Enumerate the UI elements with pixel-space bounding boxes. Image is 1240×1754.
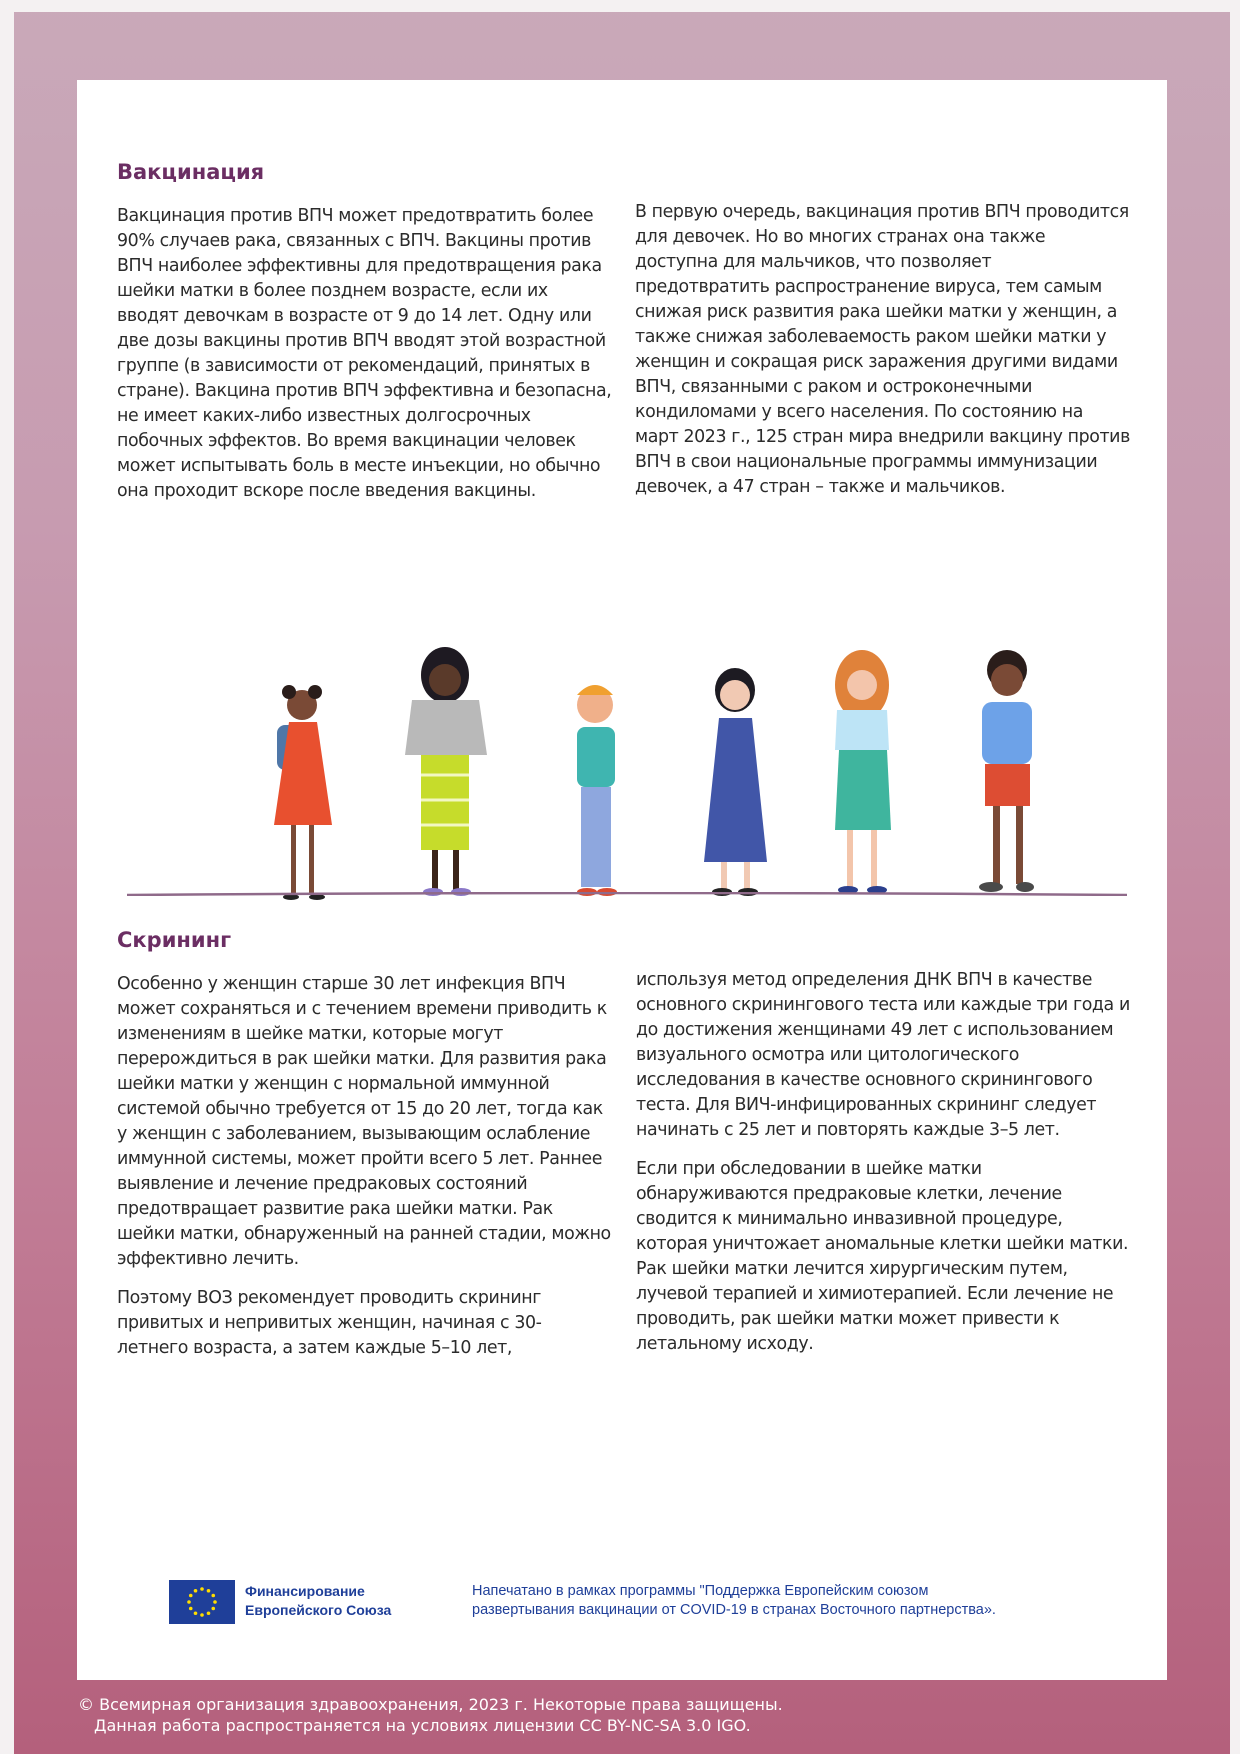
eu-star: [200, 1613, 204, 1617]
eu-star: [207, 1611, 211, 1615]
printing-note-line: Напечатано в рамках программы "Поддержка Европейским союзом: [472, 1583, 929, 1599]
screening-left-column: [117, 972, 612, 1375]
eu-flag-icon: [169, 1580, 235, 1624]
vaccination-paragraph: Вакцинация против ВПЧ может предотвратить более 90% случаев рака, связанных с ВПЧ. Вакцины против ВПЧ наиболее эффективны для предотвращения рака шейки матки в более позднем возрасте, если их вводят девочкам в возрасте от 9 до 14 лет. Одну или две дозы вакцины против ВПЧ вводят этой возрастной группе (в зависимости от рекомендаций, принятых в стране). Вакцина против ВПЧ эффективна и безопасна, не имеет каких-либо известных долгосрочных побочных эффектов. Во время вакцинации человек может испытывать боль в месте инъекции, но обычно она проходит вскоре после введения вакцины.: [117, 206, 612, 501]
eu-funding-label: [245, 1582, 391, 1620]
woman-grey-sweater-icon: [405, 647, 487, 896]
document-page: [77, 80, 1167, 1680]
scan-border-left: [0, 0, 14, 1754]
vaccination-left-column: [117, 204, 612, 518]
eu-star: [194, 1611, 198, 1615]
eu-star: [189, 1594, 193, 1598]
screening-right-column: [636, 968, 1131, 1371]
printing-note: [472, 1582, 996, 1620]
boy-teal-shirt-icon: [577, 685, 617, 896]
eu-star: [213, 1600, 217, 1604]
screening-paragraph: Если при обследовании в шейке матки обнаруживаются предраковые клетки, лечение сводится к минимально инвазивной процедуре, которая уничтожает аномальные клетки шейки матки. Рак шейки матки лечится хирургическим путем, лучевой терапией и химиотерапией. Если лечение не проводить, рак шейки матки может привести к летальному исходу.: [636, 1159, 1129, 1354]
woman-teal-skirt-icon: [835, 650, 891, 894]
section-divider: [127, 892, 1127, 896]
eu-star: [211, 1607, 215, 1611]
vaccination-heading: Вакцинация: [117, 160, 265, 184]
printing-note-line: развертывания вакцинации от COVID-19 в странах Восточного партнерства».: [472, 1602, 996, 1618]
scan-border-top: [0, 0, 1240, 12]
eu-star: [200, 1587, 204, 1591]
girl-with-backpack-icon: [274, 685, 332, 900]
eu-star: [189, 1607, 193, 1611]
vaccination-paragraph: В первую очередь, вакцинация против ВПЧ проводится для девочек. Но во многих странах она также доступна для мальчиков, что позволяет предотвратить распространение вируса, тем самым снижая риск развития рака шейки матки у женщин, а также снижая заболеваемость раком шейки матки у женщин и сокращая риск заражения другими видами ВПЧ, связанными с раком и остроконечными кондиломами у всего населения. По состоянию на март 2023 г., 125 стран мира внедрили вакцину против ВПЧ в свои национальные программы иммунизации девочек, а 47 стран – также и мальчиков.: [635, 202, 1130, 497]
scan-border-right: [1230, 0, 1240, 1754]
eu-star: [211, 1594, 215, 1598]
screening-heading: Скрининг: [117, 928, 232, 952]
vaccination-right-column: [635, 200, 1130, 514]
license-line: Данная работа распространяется на условиях лицензии CC BY-NC-SA 3.0 IGO.: [94, 1716, 751, 1735]
screening-paragraph: Особенно у женщин старше 30 лет инфекция ВПЧ может сохраняться и с течением времени приводить к изменениям в шейке матки, которые могут перерождиться в рак шейки матки. Для развития рака шейки матки у женщин с нормальной иммунной системой обычно требуется от 15 до 20 лет, тогда как у женщин с заболеванием, вызывающим ослабление иммунной системы, может пройти всего 5 лет. Раннее выявление и лечение предраковых состояний предотвращает развитие рака шейки матки. Рак шейки матки, обнаруженный на ранней стадии, можно эффективно лечить.: [117, 974, 611, 1269]
eu-funding-label-line: Европейского Союза: [245, 1602, 392, 1618]
screening-paragraph: используя метод определения ДНК ВПЧ в качестве основного скринингового теста или каждые три года и до достижения женщинами 49 лет с использованием визуального осмотра или цитологического исследования в качестве основного скринингового теста. Для ВИЧ-инфицированных скрининг следует начинать с 25 лет и повторять каждые 3–5 лет.: [636, 970, 1130, 1140]
copyright-line: © Всемирная организация здравоохранения, 2023 г. Некоторые права защищены.: [78, 1695, 783, 1714]
copyright-footer: [78, 1694, 783, 1736]
screening-paragraph: Поэтому ВОЗ рекомендует проводить скрининг привитых и непривитых женщин, начиная с 30-летнего возраста, а затем каждые 5–10 лет,: [117, 1288, 542, 1358]
woman-blue-dress-icon: [704, 668, 767, 896]
boy-red-shorts-icon: [979, 650, 1034, 892]
eu-funding-label-line: Финансирование: [245, 1583, 365, 1599]
eu-star: [194, 1589, 198, 1593]
eu-star: [207, 1589, 211, 1593]
eu-star: [187, 1600, 191, 1604]
